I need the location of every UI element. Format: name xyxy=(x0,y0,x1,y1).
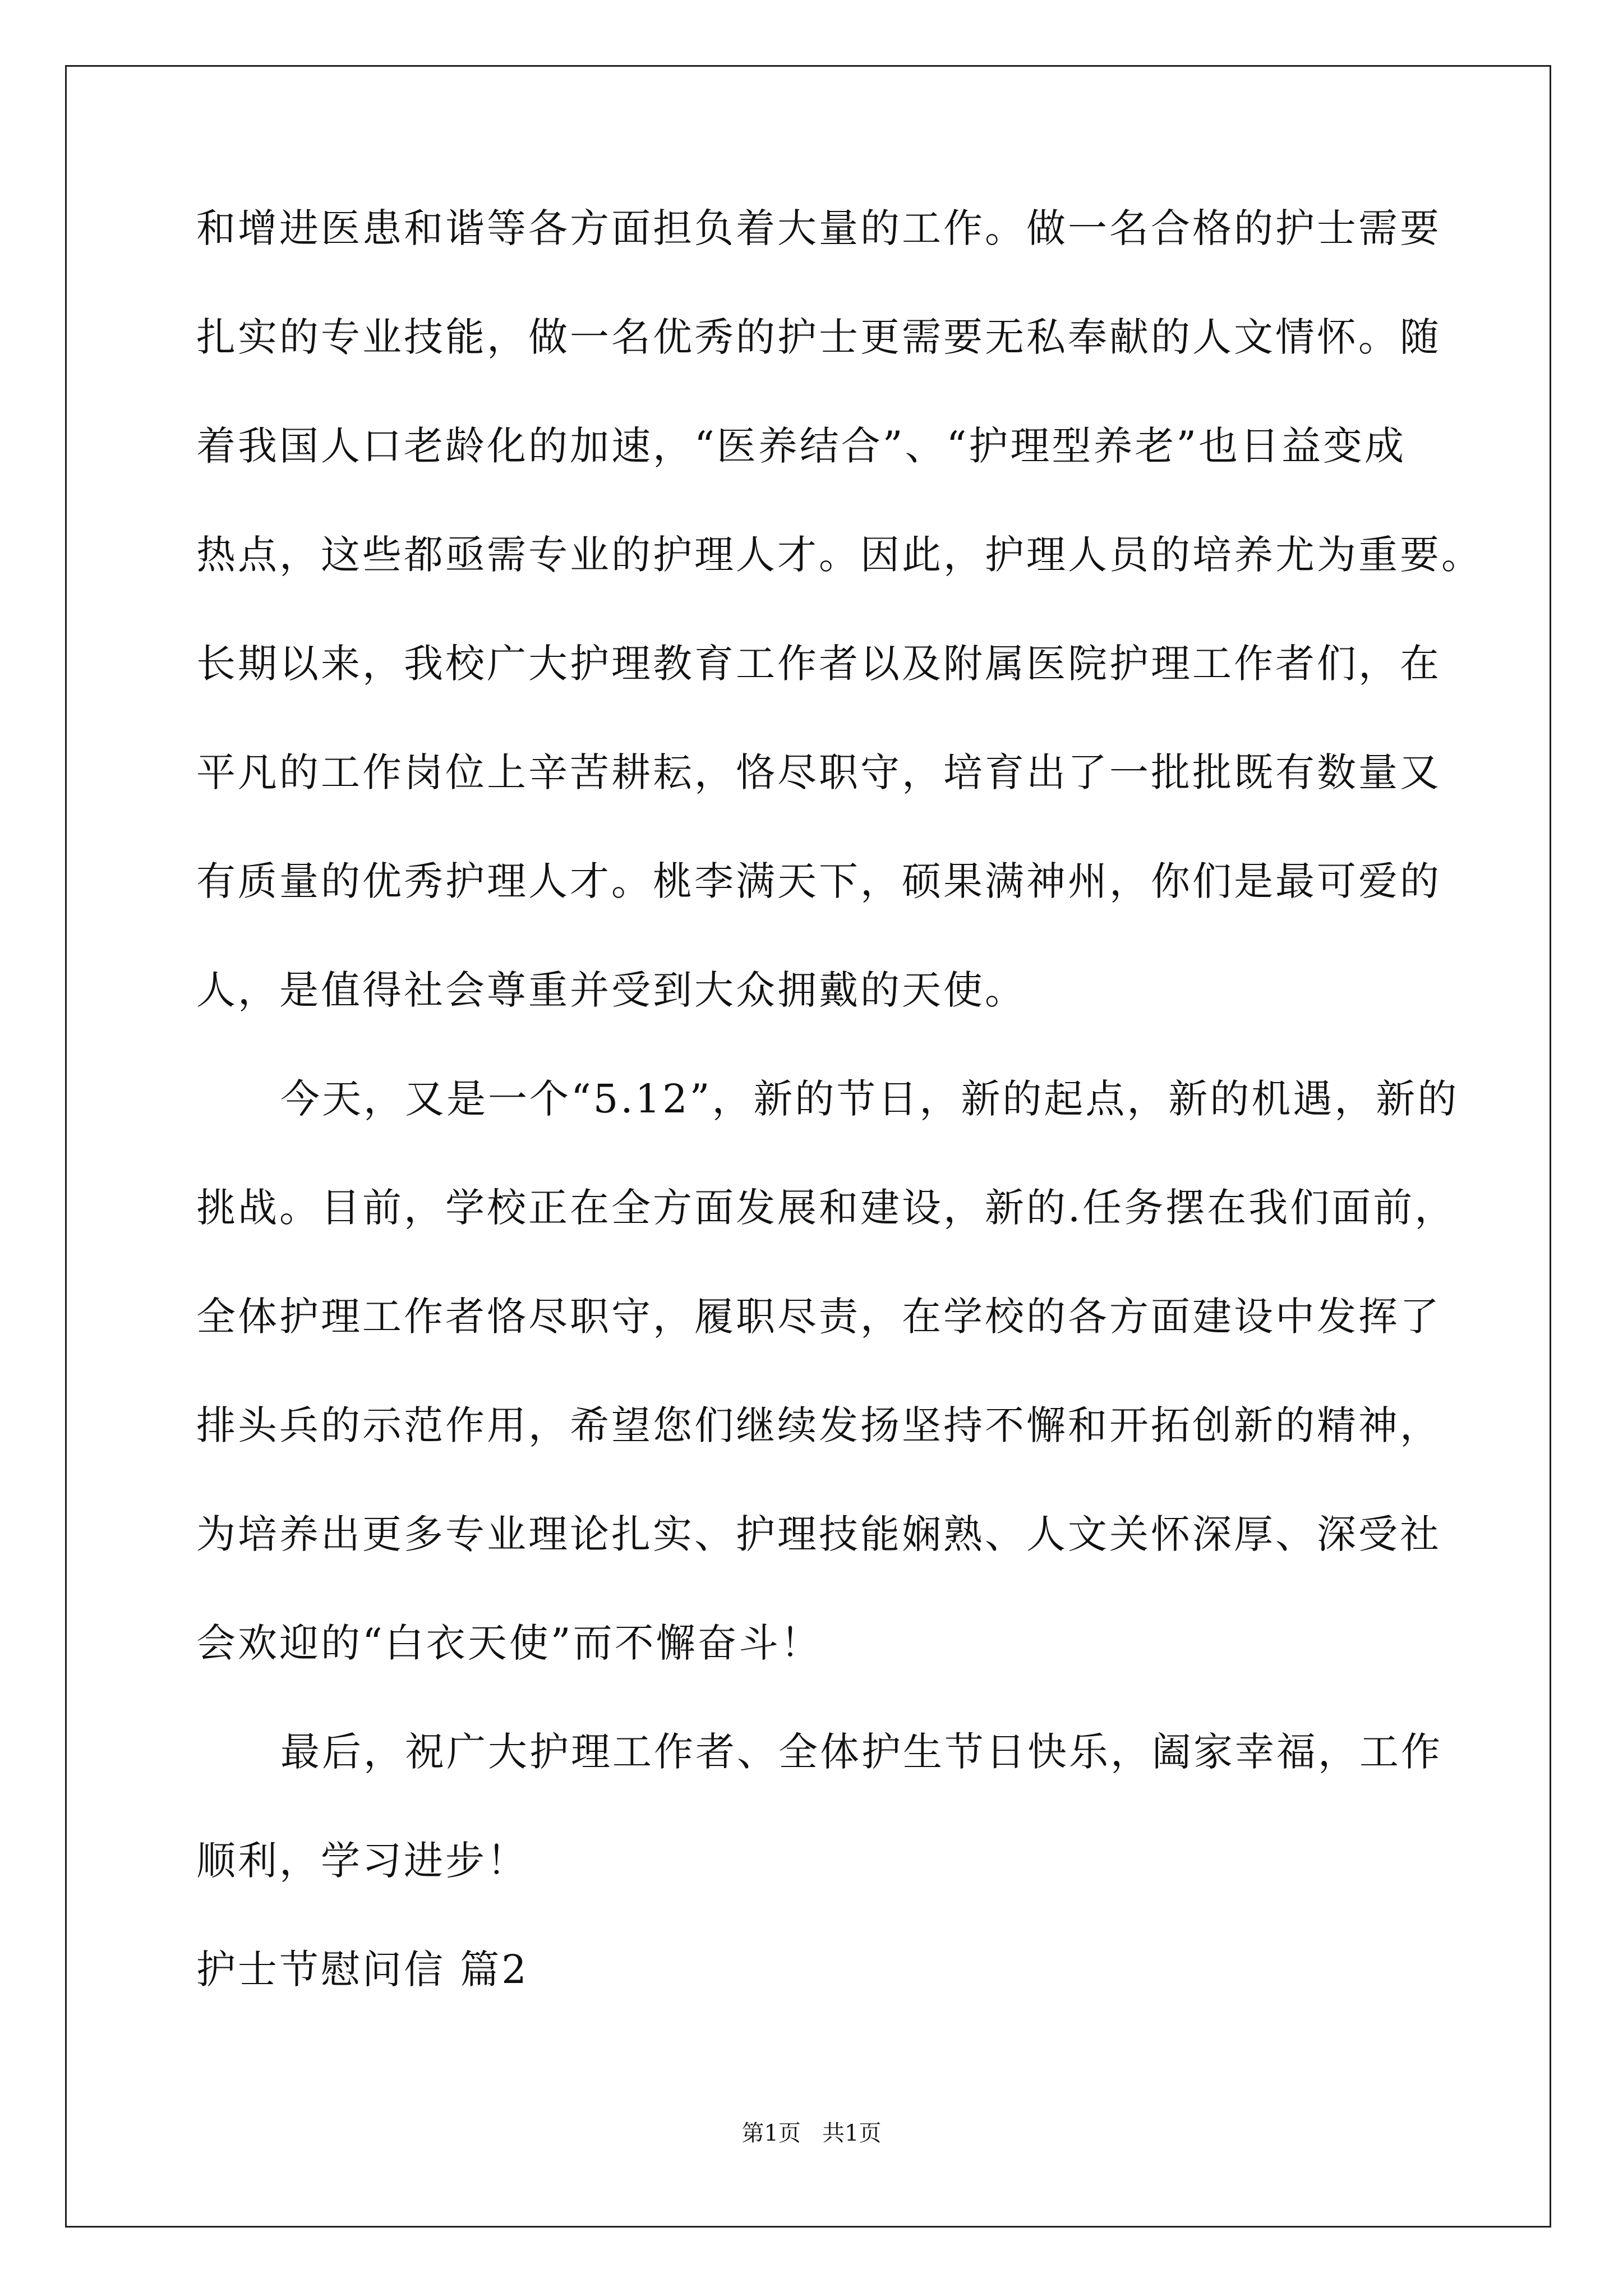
section-heading: 护士节慰问信 篇2 xyxy=(196,1947,529,1993)
paragraph-line: 和增进医患和谐等各方面担负着大量的工作。做一名合格的护士需要 xyxy=(196,205,1441,251)
paragraph-line: 有质量的优秀护理人才。桃李满天下，硕果满神州，你们是最可爱的 xyxy=(196,858,1441,904)
paragraph-line: 会欢迎的“白衣天使”而不懈奋斗！ xyxy=(196,1620,822,1666)
paragraph-line: 挑战。目前，学校正在全方面发展和建设，新的.任务摆在我们面前， xyxy=(196,1185,1456,1231)
paragraph-line: 长期以来，我校广大护理教育工作者以及附属医院护理工作者们，在 xyxy=(196,641,1441,687)
paragraph-line: 全体护理工作者恪尽职守，履职尽责，在学校的各方面建设中发挥了 xyxy=(196,1294,1441,1340)
paragraph-line: 最后，祝广大护理工作者、全体护生节日快乐，阖家幸福，工作 xyxy=(280,1729,1442,1775)
paragraph-line: 今天，又是一个“5.12”，新的节日，新的起点，新的机遇，新的 xyxy=(280,1076,1459,1122)
paragraph-line: 热点，这些都亟需专业的护理人才。因此，护理人员的培养尤为重要。 xyxy=(196,532,1483,578)
paragraph-line: 平凡的工作岗位上辛苦耕耘，恪尽职守，培育出了一批批既有数量又 xyxy=(196,749,1441,795)
paragraph-line: 为培养出更多专业理论扎实、护理技能娴熟、人文关怀深厚、深受社 xyxy=(196,1511,1441,1557)
page-footer: 第1页 共1页 xyxy=(741,2120,882,2146)
paragraph-line: 着我国人口老龄化的加速，“医养结合”、“护理型养老”也日益变成 xyxy=(196,423,1407,469)
paragraph-line: 人，是值得社会尊重并受到大众拥戴的天使。 xyxy=(196,967,1026,1013)
paragraph-line: 扎实的专业技能，做一名优秀的护士更需要无私奉献的人文情怀。随 xyxy=(196,314,1441,360)
paragraph-line: 顺利，学习进步！ xyxy=(196,1838,528,1884)
page-border xyxy=(65,65,1551,2228)
paragraph-line: 排头兵的示范作用，希望您们继续发扬坚持不懈和开拓创新的精神， xyxy=(196,1402,1441,1448)
